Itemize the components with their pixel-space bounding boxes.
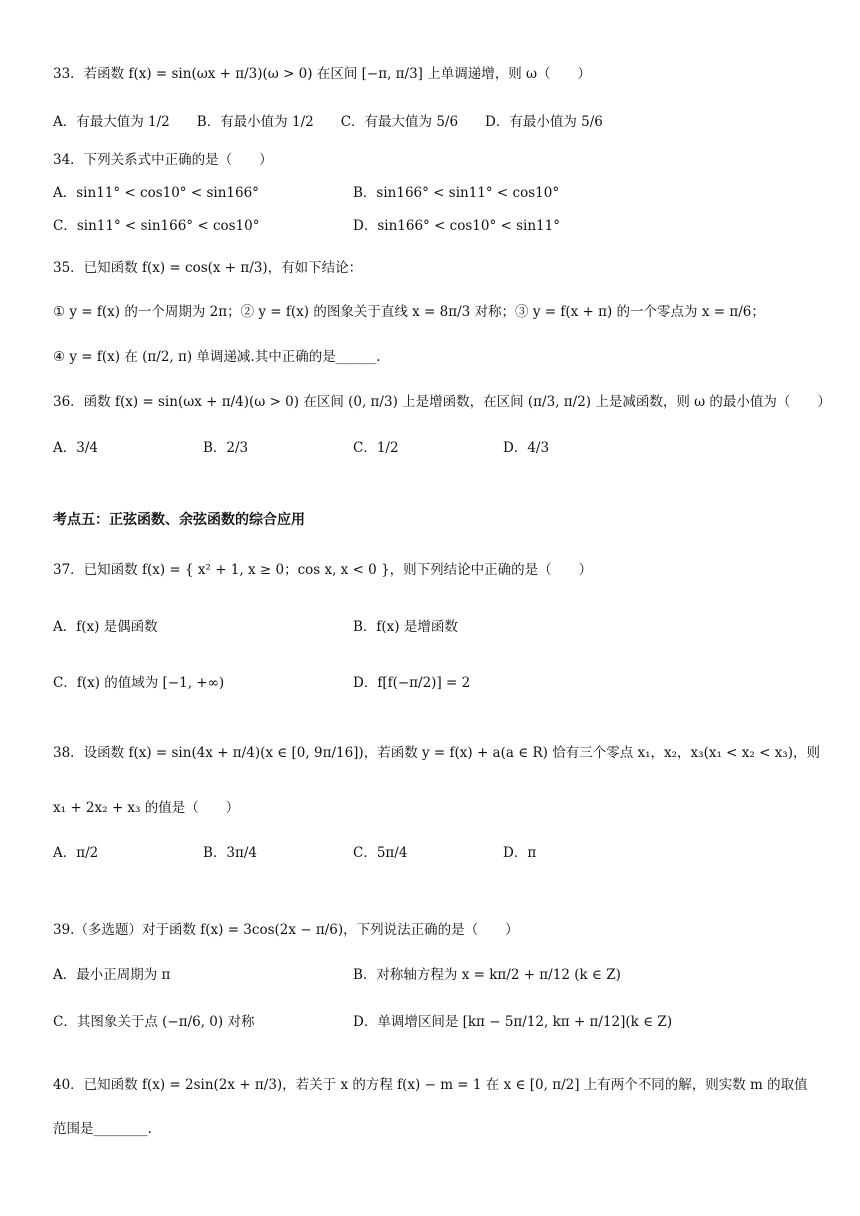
answer-option: D．f[f(−π/2)] = 2 [353, 675, 471, 691]
answer-option: C．1/2 [353, 440, 399, 456]
question-text: 36．函数 f(x) = sin(ωx + π/4)(ω > 0) 在区间 (0, π/3) 上是增函数，在区间 (π/3, π/2) 上是减函数，则 ω 的最小值为（ ） [53, 394, 831, 410]
question-text: 40．已知函数 f(x) = 2sin(2x + π/3)，若关于 x 的方程 f(x) − m = 1 在 x ∈ [0, π/2] 上有两个不同的解，则实数 m 的取值 [53, 1077, 808, 1093]
question-text: 33．若函数 f(x) = sin(ωx + π/3)(ω > 0) 在区间 [−π, π/3] 上单调递增，则 ω（ ） [53, 66, 592, 82]
question-text: 39.（多选题）对于函数 f(x) = 3cos(2x − π/6)，下列说法正确的是（ ） [53, 922, 519, 938]
answer-option: D．4/3 [503, 440, 550, 456]
answer-option: A．有最大值为 1/2 B．有最小值为 1/2 C．有最大值为 5/6 D．有最小值为 5/6 [53, 114, 603, 130]
question-text: 35．已知函数 f(x) = cos(x + π/3)，有如下结论： [53, 260, 363, 276]
answer-option: x₁ + 2x₂ + x₃ 的值是（ ） [53, 800, 240, 816]
answer-option: ④ y = f(x) 在 (π/2, π) 单调递减.其中正确的是______. [53, 349, 381, 365]
question-text: 37．已知函数 f(x) = { x² + 1, x ≥ 0；cos x, x < 0 }，则下列结论中正确的是（ ） [53, 562, 593, 578]
answer-option: B．3π/4 [203, 845, 258, 861]
answer-option: A．π/2 [53, 845, 99, 861]
answer-option: ① y = f(x) 的一个周期为 2π；② y = f(x) 的图象关于直线 x = 8π/3 对称；③ y = f(x + π) 的一个零点为 x = π/6； [53, 304, 765, 320]
answer-option: B．sin166° < sin11° < cos10° [353, 185, 560, 201]
answer-option: A．f(x) 是偶函数 [53, 619, 158, 635]
answer-option: C．f(x) 的值域为 [−1, +∞) [53, 675, 225, 691]
answer-option: B．f(x) 是增函数 [353, 619, 458, 635]
question-text: 34．下列关系式中正确的是（ ） [53, 152, 273, 168]
question-text: 38．设函数 f(x) = sin(4x + π/4)(x ∈ [0, 9π/16])，若函数 y = f(x) + a(a ∈ R) 恰有三个零点 x₁，x₂，x₃(x₁ < x₂ < x₃)，则 [53, 745, 820, 761]
answer-option: B．对称轴方程为 x = kπ/2 + π/12 (k ∈ Z) [353, 967, 621, 983]
answer-option: D．sin166° < cos10° < sin11° [353, 218, 560, 234]
answer-option: C．sin11° < sin166° < cos10° [53, 218, 260, 234]
answer-option: D．单调增区间是 [kπ − 5π/12, kπ + π/12](k ∈ Z) [353, 1014, 673, 1030]
answer-option: 范围是________. [53, 1121, 152, 1137]
answer-option: A．最小正周期为 π [53, 967, 171, 983]
answer-option: B．2/3 [203, 440, 249, 456]
answer-option: A．sin11° < cos10° < sin166° [53, 185, 259, 201]
answer-option: A．3/4 [53, 440, 98, 456]
answer-option: C．其图象关于点 (−π/6, 0) 对称 [53, 1014, 255, 1030]
answer-option: D．π [503, 845, 537, 861]
section-heading: 考点五：正弦函数、余弦函数的综合应用 [53, 512, 305, 528]
answer-option: C．5π/4 [353, 845, 408, 861]
